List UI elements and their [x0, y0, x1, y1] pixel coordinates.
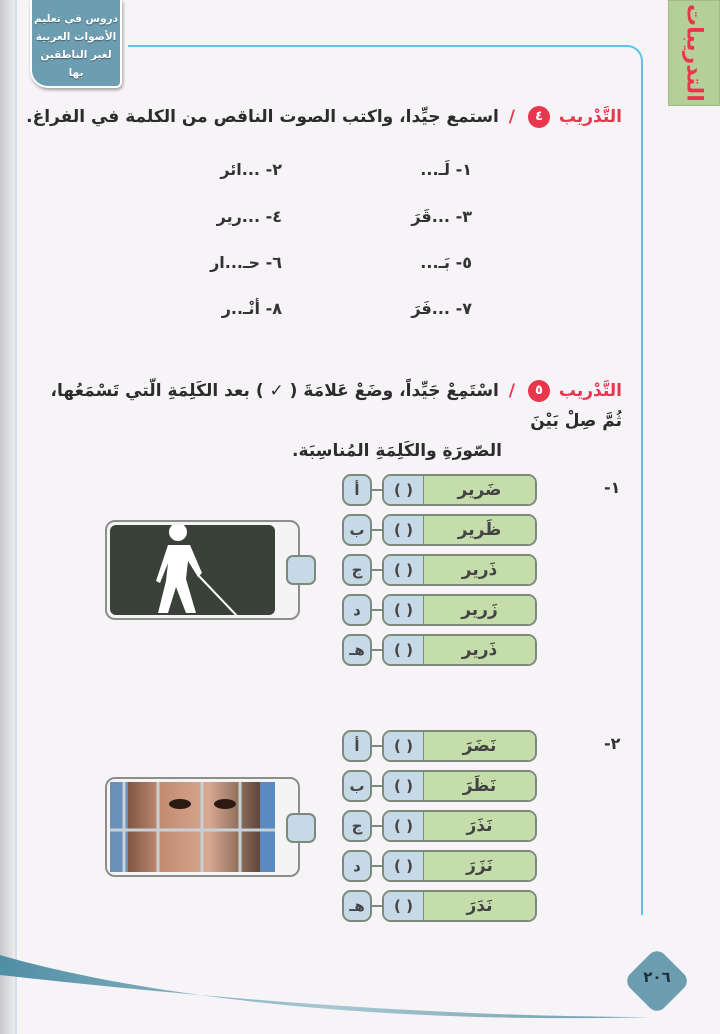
- item-number: ٤-: [265, 207, 282, 226]
- option-row: [342, 850, 537, 882]
- check-slot[interactable]: ( ): [384, 596, 424, 624]
- fill-item-6[interactable]: [210, 253, 282, 272]
- exercise-instruction-line2: الصّورَةِ والكَلِمَةِ المُناسِبَة.: [292, 441, 502, 461]
- option-letter[interactable]: د: [342, 594, 372, 626]
- check-slot[interactable]: ( ): [384, 516, 424, 544]
- item-text: ...قَرَ: [411, 207, 451, 226]
- option-word: ضَرير: [424, 476, 535, 504]
- exercise-number-badge: ٤: [528, 106, 550, 128]
- option-letter[interactable]: د: [342, 850, 372, 882]
- option-word: زَرير: [424, 596, 535, 624]
- word-box: [382, 634, 537, 666]
- connector-line: [372, 865, 382, 867]
- item-text: ...ائر: [220, 160, 261, 179]
- option-word: نَظَرَ: [424, 772, 535, 800]
- word-box: [382, 890, 537, 922]
- option-letter[interactable]: أ: [342, 474, 372, 506]
- section-tab-label: التدريبات: [681, 4, 707, 102]
- check-slot[interactable]: ( ): [384, 812, 424, 840]
- picture-frame-2: [105, 777, 300, 877]
- exercise-instruction-line1: اسْتَمِعْ جَيِّداً، وضَعْ عَلامَةَ ( ✓ ) بعد الكَلِمَةِ الّتي تَسْمَعُها، ثُمَّ صِلْ بَيْنَ: [50, 381, 622, 431]
- option-word: نَضَرَ: [424, 732, 535, 760]
- check-slot[interactable]: ( ): [384, 556, 424, 584]
- connector-line: [372, 649, 382, 651]
- word-box: [382, 594, 537, 626]
- picture-frame-1: [105, 520, 300, 620]
- book-title-line: دروس في تعليم: [34, 13, 118, 25]
- word-box: [382, 810, 537, 842]
- item-text: أنْـ..ر: [221, 299, 261, 318]
- fill-item-2[interactable]: [220, 160, 282, 179]
- item-text: لَـ...: [420, 160, 451, 179]
- option-row: [342, 514, 537, 546]
- item-number: ٧-: [455, 299, 472, 318]
- slash-separator: /: [508, 107, 516, 127]
- check-slot[interactable]: ( ): [384, 772, 424, 800]
- exercise-label: التَّدْريب: [558, 381, 622, 401]
- group-number: ١-: [604, 478, 621, 497]
- connector-line: [372, 745, 382, 747]
- blind-person-with-cane-icon: [110, 525, 275, 615]
- book-title-line: الأصوات العربية: [35, 31, 117, 43]
- book-title-line: لغير الناطقين بها: [40, 49, 112, 79]
- word-box: [382, 474, 537, 506]
- word-box: [382, 514, 537, 546]
- exercise-label: التَّدْريب: [558, 107, 622, 127]
- word-box: [382, 730, 537, 762]
- option-word: ذَرير: [424, 556, 535, 584]
- item-number: ٣-: [455, 207, 472, 226]
- item-text: ...رير: [216, 207, 261, 226]
- option-letter[interactable]: ب: [342, 770, 372, 802]
- fill-item-3[interactable]: [411, 207, 472, 226]
- connector-line: [372, 489, 382, 491]
- option-row: [342, 474, 537, 506]
- item-number: ٦-: [265, 253, 282, 272]
- option-row: [342, 730, 537, 762]
- check-slot[interactable]: ( ): [384, 476, 424, 504]
- connector-line: [372, 905, 382, 907]
- option-letter[interactable]: ج: [342, 810, 372, 842]
- option-word: ظَرير: [424, 516, 535, 544]
- item-number: ٥-: [455, 253, 472, 272]
- fill-item-7[interactable]: [411, 299, 472, 318]
- option-word: نَدَرَ: [424, 892, 535, 920]
- fill-item-4[interactable]: [217, 207, 282, 226]
- check-slot[interactable]: ( ): [384, 732, 424, 760]
- group-number: ٢-: [604, 734, 621, 753]
- connection-dot[interactable]: [286, 813, 316, 843]
- option-letter[interactable]: هـ: [342, 890, 372, 922]
- option-row: [342, 810, 537, 842]
- option-letter[interactable]: ب: [342, 514, 372, 546]
- option-word: ذَرير: [424, 636, 535, 664]
- exercise-4-heading: [26, 102, 622, 132]
- option-word: نَزَرَ: [424, 852, 535, 880]
- item-number: ٨-: [265, 299, 282, 318]
- connector-line: [372, 825, 382, 827]
- face-behind-bars-photo: [110, 782, 275, 872]
- connector-line: [372, 785, 382, 787]
- margin-line: [15, 0, 17, 1034]
- option-row: [342, 634, 537, 666]
- check-slot[interactable]: ( ): [384, 852, 424, 880]
- option-letter[interactable]: أ: [342, 730, 372, 762]
- page-number: ٢٠٦: [643, 968, 671, 986]
- item-text: ...فَرَ: [411, 299, 451, 318]
- connector-line: [372, 569, 382, 571]
- check-slot[interactable]: ( ): [384, 892, 424, 920]
- exercise-instruction: استمع جيِّدا، واكتب الصوت الناقص من الكلمة في الفراغ.: [26, 107, 499, 127]
- fill-item-5[interactable]: [420, 253, 472, 272]
- connection-dot[interactable]: [286, 555, 316, 585]
- check-slot[interactable]: ( ): [384, 636, 424, 664]
- option-row: [342, 594, 537, 626]
- connector-line: [372, 609, 382, 611]
- option-row: [342, 770, 537, 802]
- exercise-number-badge: ٥: [528, 380, 550, 402]
- option-letter[interactable]: هـ: [342, 634, 372, 666]
- option-letter[interactable]: ج: [342, 554, 372, 586]
- connector-line: [372, 529, 382, 531]
- slash-separator: /: [508, 381, 516, 401]
- word-box: [382, 770, 537, 802]
- book-title-badge: [30, 0, 122, 88]
- decorative-swoosh: [0, 955, 680, 1025]
- fill-item-8[interactable]: [222, 299, 282, 318]
- fill-item-1[interactable]: [420, 160, 472, 179]
- section-tab: [668, 0, 720, 106]
- exercise-5-heading: [32, 376, 622, 466]
- option-word: نَذَرَ: [424, 812, 535, 840]
- option-row: [342, 890, 537, 922]
- item-text: بَـ...: [420, 253, 451, 272]
- item-text: حـ...ار: [210, 253, 261, 272]
- word-box: [382, 554, 537, 586]
- option-row: [342, 554, 537, 586]
- item-number: ٢-: [265, 160, 282, 179]
- word-box: [382, 850, 537, 882]
- item-number: ١-: [455, 160, 472, 179]
- book-spine-shadow: [0, 0, 16, 1034]
